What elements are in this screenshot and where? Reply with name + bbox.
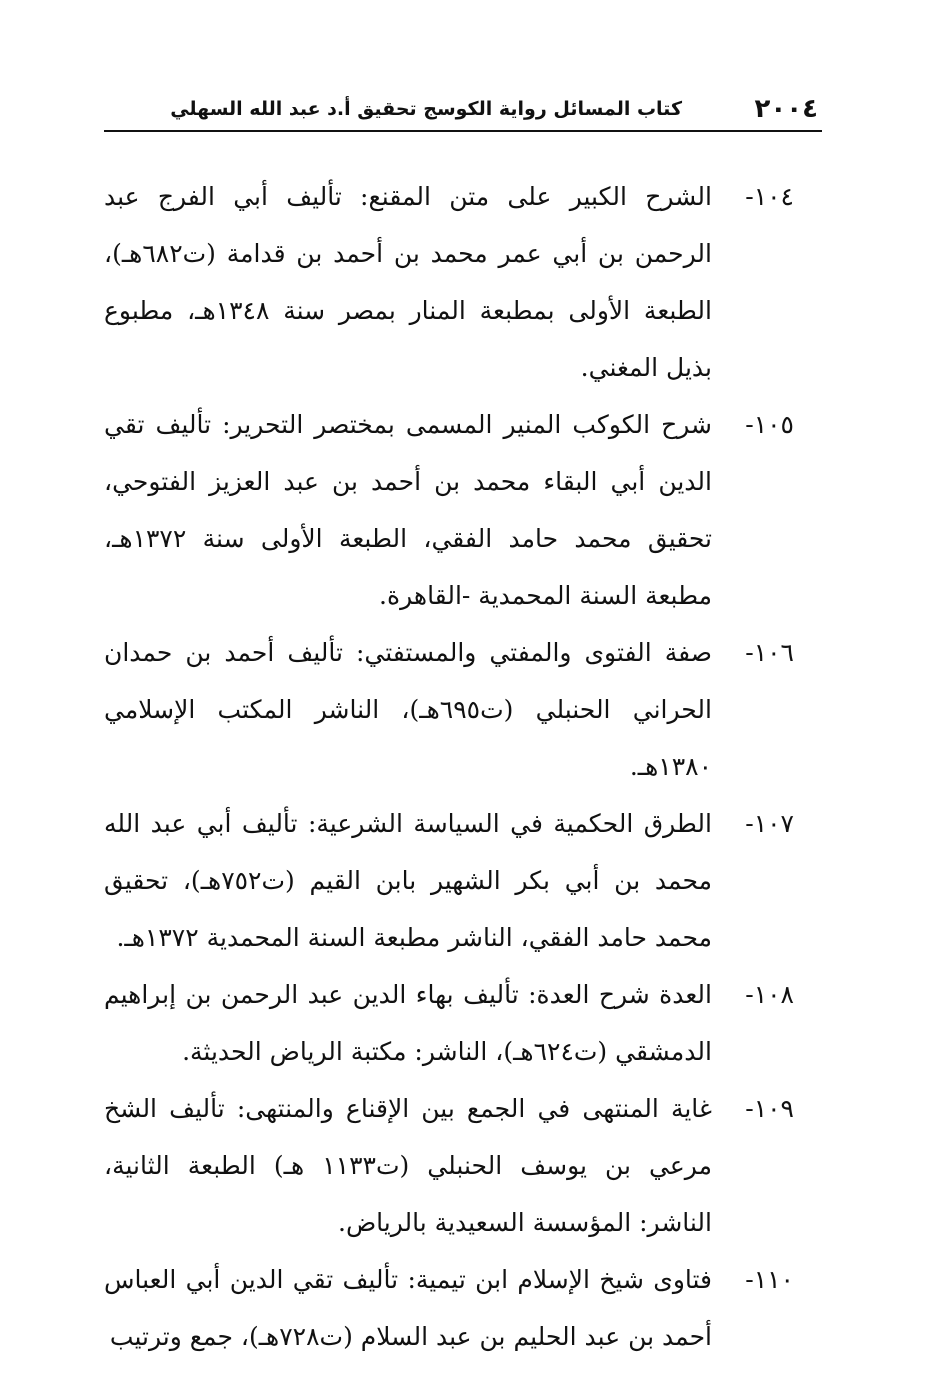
entry-number: ١٠٨- — [745, 980, 794, 1009]
running-title: كتاب المسائل رواية الكوسج تحقيق أ.د عبد الله السهلي — [170, 98, 682, 120]
entry-number: ١٠٤- — [745, 182, 794, 211]
entry-text: الشرح الكبير على متن المقنع: تأليف أبي الفرج عبد الرحمن بن أبي عمر محمد بن أحمد بن قدامة (ت٦٨٢هـ)، الطبعة الأولى بمطبعة المنار بمصر سنة ١٣٤٨هـ، مطبوع بذيل المغني. — [104, 182, 712, 382]
page-number: ٢٠٠٤ — [754, 94, 818, 124]
entry-number: ١٠٧- — [745, 809, 794, 838]
bibliography-entry-107 — [104, 795, 794, 966]
bibliography-entry-110 — [104, 1251, 794, 1365]
entry-text: شرح الكوكب المنير المسمى بمختصر التحرير: تأليف تقي الدين أبي البقاء محمد بن أحمد بن عبد العزيز الفتوحي، تحقيق محمد حامد الفقي، الطبعة الأولى سنة ١٣٧٢هـ، مطبعة السنة المحمدية -القاهرة. — [104, 410, 712, 610]
running-header — [104, 92, 822, 126]
entry-text: فتاوى شيخ الإسلام ابن تيمية: تأليف تقي الدين أبي العباس أحمد بن عبد الحليم بن عبد السلام (ت٧٢٨هـ)، جمع وترتيب — [104, 1265, 712, 1351]
entry-number: ١٠٥- — [745, 410, 794, 439]
entry-text: صفة الفتوى والمفتي والمستفتي: تأليف أحمد بن حمدان الحراني الحنبلي (ت٦٩٥هـ)، الناشر المكتب الإسلامي ١٣٨٠هـ. — [104, 638, 712, 781]
entry-text: العدة شرح العدة: تأليف بهاء الدين عبد الرحمن بن إبراهيم الدمشقي (ت٦٢٤هـ)، الناشر: مكتبة الرياض الحديثة. — [104, 980, 712, 1066]
entry-text: الطرق الحكمية في السياسة الشرعية: تأليف أبي عبد الله محمد بن أبي بكر الشهير بابن القيم (ت٧٥٢هـ)، تحقيق محمد حامد الفقي، الناشر مطبعة السنة المحمدية ١٣٧٢هـ. — [104, 809, 712, 952]
bibliography-entry-105 — [104, 396, 794, 624]
entry-text: غاية المنتهى في الجمع بين الإقناع والمنتهى: تأليف الشخ مرعي بن يوسف الحنبلي (ت١١٣٣ هـ) الطبعة الثانية، الناشر: المؤسسة السعيدية بالرياض. — [104, 1094, 712, 1237]
bibliography-entry-104 — [104, 168, 794, 396]
bibliography-entry-106 — [104, 624, 794, 795]
header-rule — [104, 130, 822, 132]
entry-number: ١٠٦- — [745, 638, 794, 667]
bibliography-entry-108 — [104, 966, 794, 1080]
bibliography-entry-109 — [104, 1080, 794, 1251]
entry-number: ١٠٩- — [745, 1094, 794, 1123]
bibliography-list — [104, 168, 794, 1365]
entry-number: ١١٠- — [745, 1265, 794, 1294]
